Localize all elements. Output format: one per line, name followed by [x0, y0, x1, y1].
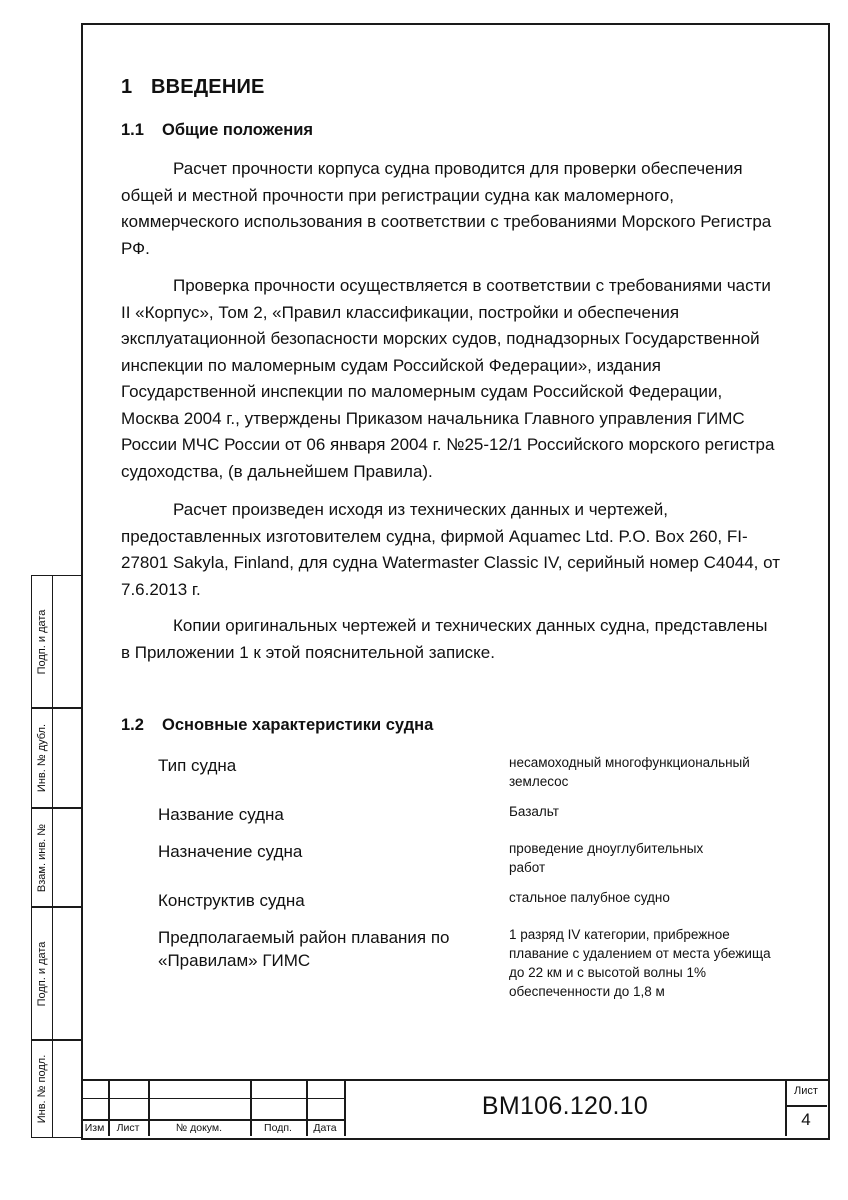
- paragraph-calculation-source: Расчет произведен исходя из технических данных и чертежей, предоставленных изготовителем судна, фирмой Aquamec Ltd. P.O. Box 260, FI-27801 Sakyla, Finland, для судна Watermaster Classic IV, серийный номер C4044, от 7.6.2013 г.: [121, 500, 780, 599]
- paragraph-strength-rules: Проверка прочности осуществляется в соответствии с требованиями части II «Корпус», Том 2, «Правил классификации, постройки и обеспечения эксплуатационной безопасности морских судов, поднадзорных Государственной инспекции по маломерным судам Российской Федерации», издания Государственной инспекции по маломерным судам Российской Федерации, Москва 2004 г., утверждены Приказом начальника Главного управления ГИМС России МЧС России от 06 января 2004 г. №25-12/1 Российского морского регистра судоходства, (в дальнейшем Правила).: [121, 276, 775, 481]
- section-1-2-title: Основные характеристики судна: [162, 716, 434, 734]
- side-stamp-original-inv: [31, 1040, 81, 1138]
- paragraph-copies: Копии оригинальных чертежей и технических данных судна, представлены в Приложении 1 к этой пояснительной записке.: [121, 616, 768, 662]
- property-value-navigation-area: 1 разряд IV категории, прибрежное плавание с удалением от места убежища до 22 км и с высотой волны 1% обеспеченности до 1,8 м: [509, 927, 771, 999]
- side-stamp-duplicate-inv: [31, 708, 81, 808]
- section-1-heading: [121, 76, 265, 99]
- property-name-vessel-purpose: Назначение судна: [158, 842, 303, 861]
- side-stamp-label: Инв. № дубл.: [36, 723, 48, 793]
- property-name-vessel-name: Название судна: [158, 805, 284, 824]
- col-signature: Подп.: [264, 1122, 292, 1134]
- section-1-title: ВВЕДЕНИЕ: [151, 76, 265, 98]
- sheet-label: Лист: [794, 1085, 818, 1097]
- section-1-1-heading: [121, 121, 313, 140]
- section-1-1-title: Общие положения: [162, 121, 314, 139]
- document-code: ВМ106.120.10: [481, 1092, 649, 1120]
- col-doc-number: № докум.: [175, 1122, 223, 1134]
- side-stamp-label: Подп. и дата: [36, 609, 48, 674]
- property-value-vessel-type: несамоходный многофункциональный землесос: [509, 755, 750, 789]
- property-value-vessel-construction: стальное палубное судно: [509, 890, 670, 905]
- side-stamp-label: Подп. и дата: [36, 941, 48, 1006]
- section-1-2-heading: [121, 716, 433, 735]
- property-value-vessel-name: Базальт: [509, 804, 559, 819]
- col-date: Дата: [313, 1122, 337, 1134]
- side-stamp-label: Взам. инв. №: [36, 823, 48, 892]
- side-stamp-replace-inv: [31, 808, 81, 907]
- section-1-2-number: 1.2: [121, 716, 144, 734]
- col-change: Изм: [84, 1122, 105, 1134]
- section-1-1-number: 1.1: [121, 121, 144, 139]
- side-stamp-signature-date-2: [31, 907, 81, 1040]
- side-stamp-label: Инв. № подл.: [36, 1054, 48, 1124]
- property-name-vessel-type: Тип судна: [158, 756, 237, 775]
- property-name-navigation-area: Предполагаемый район плавания по «Правилам» ГИМС: [158, 928, 450, 970]
- sheet-number: 4: [801, 1110, 811, 1129]
- col-sheet: Лист: [116, 1122, 140, 1134]
- section-1-number: 1: [121, 76, 133, 98]
- side-stamp-signature-date-1: [31, 575, 81, 708]
- property-value-vessel-purpose: проведение дноуглубительных работ: [509, 841, 704, 875]
- paragraph-strength-purpose: Расчет прочности корпуса судна проводится для проверки обеспечения общей и местной прочности при регистрации судна как маломерного, коммерческого использования в соответствии с требованиями Морского Регистра РФ.: [121, 159, 772, 258]
- property-name-vessel-construction: Конструктив судна: [158, 891, 305, 910]
